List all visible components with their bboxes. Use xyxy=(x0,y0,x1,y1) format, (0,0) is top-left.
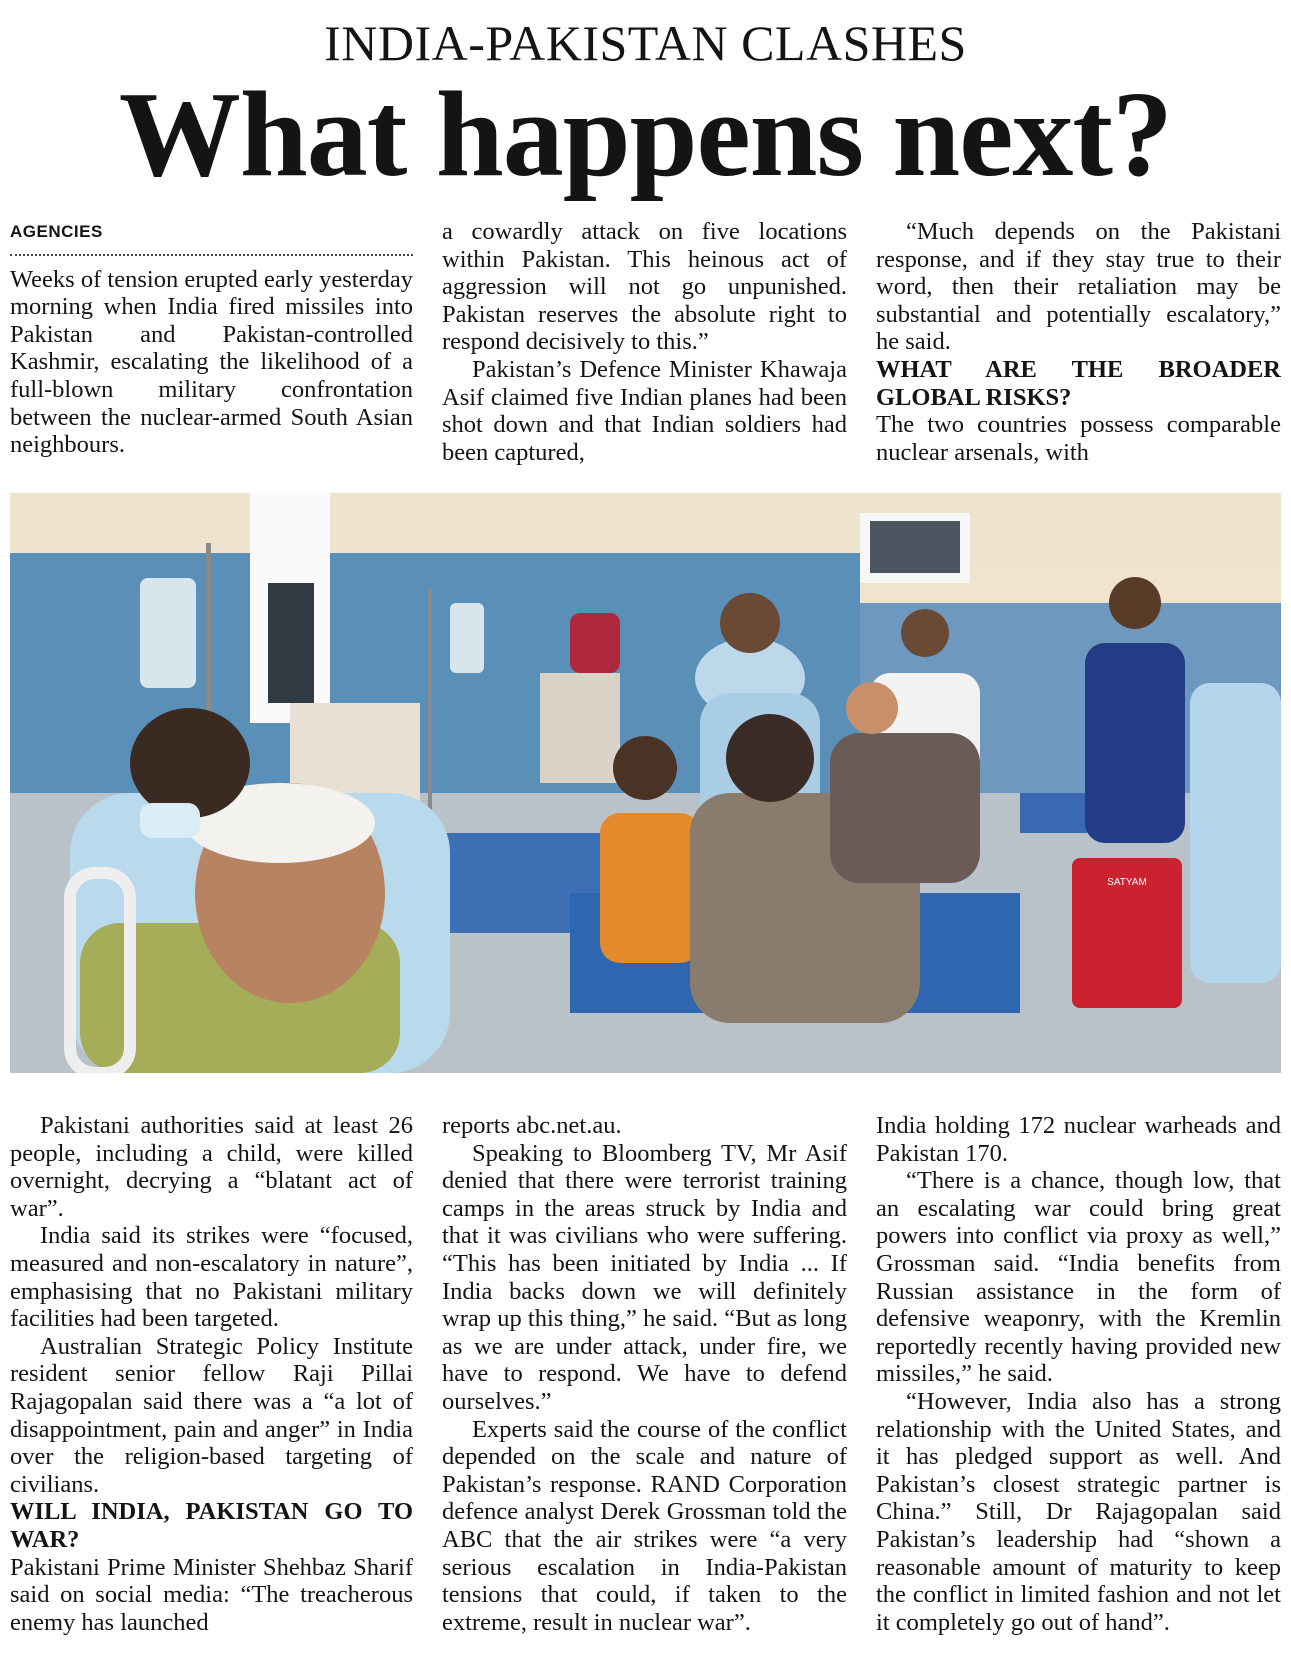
paragraph: Experts said the course of the conflict depended on the scale and nature of Pakistan’s response. RAND Corporation defence analyst Derek Grossman told the ABC that the air strikes were “a very serious escalation in India-Pakistan tensions that could, if taken to the extreme, result in nuclear war”. xyxy=(442,1415,847,1636)
bin-label: SATYAM xyxy=(1107,877,1147,888)
paragraph: Pakistani authorities said at least 26 people, including a child, were killed overnight, decrying a “blatant act of war”. xyxy=(10,1112,413,1222)
article-column-2-top xyxy=(442,218,847,466)
paragraph: reports abc.net.au. xyxy=(442,1112,622,1139)
article-column-1-bottom xyxy=(10,1112,413,1636)
headline: What happens next? xyxy=(118,67,1173,202)
paragraph: India said its strikes were “focused, measured and non-escalatory in nature”, emphasising that no Pakistani military facilities had been targeted. xyxy=(10,1222,413,1333)
paragraph: India holding 172 nuclear warheads and Pakistan 170. xyxy=(876,1112,1281,1167)
article-column-1-top xyxy=(10,218,413,459)
hospital-ward-photo xyxy=(10,493,1281,1073)
subheading-global-risks: WHAT ARE THE BROADER GLOBAL RISKS? xyxy=(876,355,1281,411)
byline: AGENCIES xyxy=(10,218,413,256)
section-kicker: INDIA-PAKISTAN CLASHES xyxy=(324,15,967,71)
paragraph: a cowardly attack on five locations within Pakistan. This heinous act of aggression will not go unpunished. Pakistan reserves the absolute right to respond decisively to this.” xyxy=(442,218,847,356)
paragraph: Pakistani Prime Minister Shehbaz Sharif said on social media: “The treacherous enemy has launched xyxy=(10,1553,413,1636)
paragraph: “There is a chance, though low, that an escalating war could bring great powers into conflict via proxy as well,” Grossman said. “India benefits from Russian assistance in the form of defensive weaponry, with the Kremlin reportedly recently having provided new missiles,” he said. xyxy=(876,1167,1281,1388)
paragraph: Speaking to Bloomberg TV, Mr Asif denied that there were terrorist training camps in the areas struck by India and that it was civilians who were suffering. “This has been initiated by India ... If India backs down we will definitely wrap up this thing,” he said. “But as long as we are under attack, under fire, we have to respond. We have to defend ourselves.” xyxy=(442,1139,847,1415)
subheading-go-to-war: WILL INDIA, PAKISTAN GO TO WAR? xyxy=(10,1498,413,1553)
article-column-3-bottom xyxy=(876,1112,1281,1636)
paragraph: Pakistan’s Defence Minister Khawaja Asif claimed five Indian planes had been shot down and that Indian soldiers had been captured, xyxy=(442,355,847,466)
paragraph: “However, India also has a strong relationship with the United States, and it has pledged support as well. And Pakistan’s closest strategic partner is China.” Still, Dr Rajagopalan said Pakistan’s leadership had “shown a reasonable amount of maturity to keep the conflict in limited fashion and not let it completely go out of hand”. xyxy=(876,1387,1281,1636)
paragraph: Weeks of tension erupted early yesterday morning when India fired missiles into Pakistan and Pakistan-controlled Kashmir, escalating the likelihood of a full-blown military confrontation between the nuclear-armed South Asian neighbours. xyxy=(10,265,413,459)
paragraph: “Much depends on the Pakistani response, and if they stay true to their word, then their retaliation may be substantial and potentially escalatory,” he said. xyxy=(876,218,1281,356)
article-column-3-top xyxy=(876,218,1281,466)
article-column-2-bottom xyxy=(442,1112,847,1636)
paragraph: Australian Strategic Policy Institute resident senior fellow Raji Pillai Rajagopalan said there was a “a lot of disappointment, pain and anger” in India over the religion-based targeting of civilians. xyxy=(10,1332,413,1498)
paragraph: The two countries possess comparable nuclear arsenals, with xyxy=(876,411,1281,466)
